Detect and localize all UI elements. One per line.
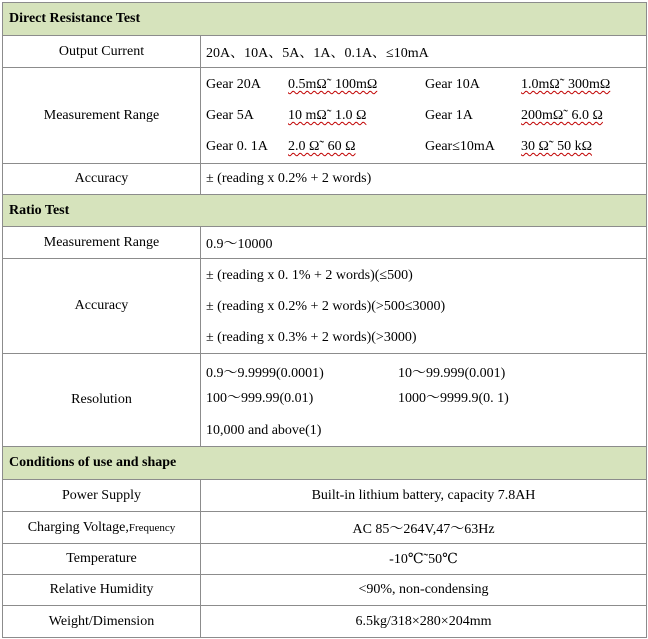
section-title: Ratio Test (3, 195, 647, 227)
row-ratio-accuracy (3, 259, 647, 354)
temperature-value: -10℃˜50℃ (201, 544, 647, 575)
section-ratio-test (3, 195, 647, 227)
row-charging (3, 512, 647, 544)
charging-value: AC 85～264V,47～63Hz (201, 512, 647, 544)
row-output-current (3, 36, 647, 68)
accuracy-line: ± (reading x 0. 1% + 2 words)(≤500) (206, 267, 413, 283)
measurement-range-label: Measurement Range (3, 68, 201, 164)
gear-range: 10 mΩ˜ 1.0 Ω (288, 108, 367, 123)
power-supply-label: Power Supply (3, 480, 201, 512)
accuracy-line: ± (reading x 0.2% + 2 words)(>500≤3000) (206, 298, 446, 314)
gear-range: 1.0mΩ˜ 300mΩ (521, 77, 611, 92)
power-supply-value: Built-in lithium battery, capacity 7.8AH (201, 480, 647, 512)
temperature-label: Temperature (3, 544, 201, 575)
row-ratio-range (3, 227, 647, 259)
row-measurement-range (3, 68, 647, 164)
row-humidity (3, 575, 647, 606)
gear-range: 0.5mΩ˜ 100mΩ (288, 77, 378, 92)
resolution-item: 1000～9999.9(0. 1) (398, 391, 509, 406)
range-row (206, 100, 646, 131)
ratio-range-value: 0.9～10000 (201, 227, 647, 259)
section-conditions (3, 447, 647, 480)
range-row (206, 131, 646, 162)
gear-range: 200mΩ˜ 6.0 Ω (521, 108, 603, 123)
output-current-value: 20A、10A、5A、1A、0.1A、≤10mA (201, 36, 647, 68)
resolution-item: 10～99.999(0.001) (398, 366, 506, 381)
accuracy-line: ± (reading x 0.3% + 2 words)(>3000) (206, 329, 417, 345)
resolution-item: 100～999.99(0.01) (206, 391, 314, 406)
output-current-label: Output Current (3, 36, 201, 68)
section-title: Conditions of use and shape (3, 447, 647, 480)
charging-label (3, 512, 201, 544)
humidity-value: <90%, non-condensing (201, 575, 647, 606)
gear-label: Gear 5A (206, 108, 254, 123)
ratio-range-label: Measurement Range (3, 227, 201, 259)
charging-label-main: Charging Voltage, (27, 519, 129, 535)
gear-label: Gear 10A (425, 77, 480, 92)
gear-label: Gear 20A (206, 77, 261, 92)
range-row (206, 69, 646, 100)
ratio-accuracy-label: Accuracy (3, 259, 201, 354)
row-power-supply (3, 480, 647, 512)
resolution-grid (206, 361, 646, 411)
gear-label: Gear≤10mA (425, 139, 495, 154)
section-direct-resistance (3, 3, 647, 36)
resolution-item: 0.9～9.9999(0.0001) (206, 366, 324, 381)
accuracy-value: ± (reading x 0.2% + 2 words) (201, 164, 647, 195)
weight-label: Weight/Dimension (3, 606, 201, 638)
accuracy-label: Accuracy (3, 164, 201, 195)
gear-label: Gear 0. 1A (206, 139, 268, 154)
resolution-value (201, 354, 647, 447)
gear-range: 2.0 Ω˜ 60 Ω (288, 139, 356, 154)
humidity-label: Relative Humidity (3, 575, 201, 606)
weight-value: 6.5kg/318×280×204mm (201, 606, 647, 638)
section-title: Direct Resistance Test (3, 3, 647, 36)
row-resolution (3, 354, 647, 447)
resolution-label: Resolution (3, 354, 201, 447)
gear-label: Gear 1A (425, 108, 473, 123)
ratio-accuracy-value (201, 259, 647, 354)
gear-range: 30 Ω˜ 50 kΩ (521, 139, 592, 154)
measurement-range-value (201, 68, 647, 164)
charging-label-small: Frequency (128, 521, 176, 534)
row-weight (3, 606, 647, 638)
row-accuracy (3, 164, 647, 195)
spec-table (2, 2, 647, 638)
resolution-item: 10,000 and above(1) (206, 423, 322, 438)
row-temperature (3, 544, 647, 575)
